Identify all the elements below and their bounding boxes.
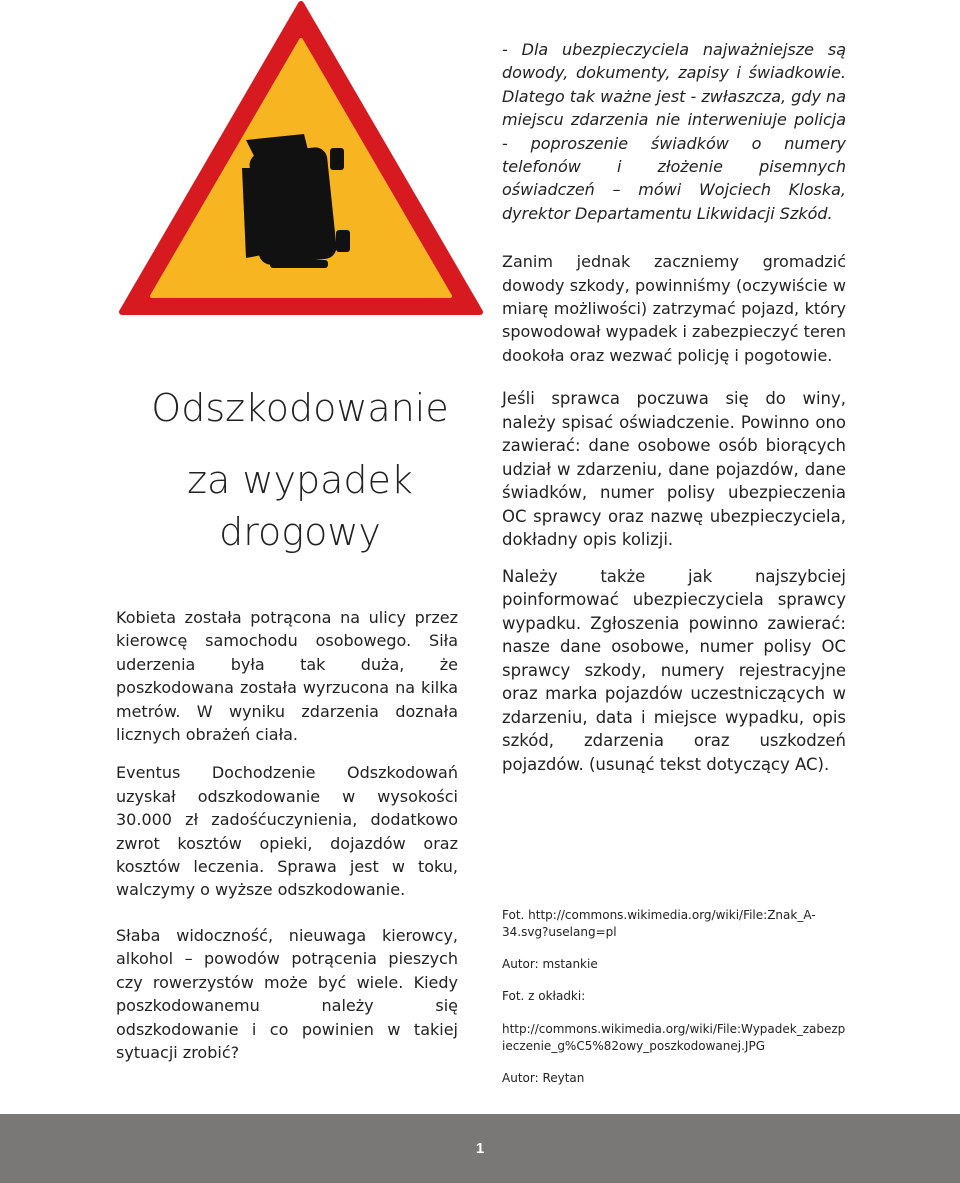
title-line-2a: za wypadek bbox=[187, 458, 413, 502]
title-line-2 bbox=[90, 454, 510, 558]
credit-photo-1: Fot. http://commons.wikimedia.org/wiki/File:Znak_A-34.svg?uselang=pl bbox=[502, 908, 816, 939]
right-paragraph-quote: - Dla ubezpieczyciela najważniejsze są dowody, dokumenty, zapisy i świadkowie. Dlatego tak ważne jest - zwłaszcza, gdy na miejscu zdarzenia nie interweniuje policja - poproszenie świadków o numery telefonów i złożenie pisemnych oświadczeń – mówi Wojciech Kloska, dyrektor Departamentu Likwidacji Szkód. bbox=[502, 40, 846, 223]
right-paragraph-3: Jeśli sprawca poczuwa się do winy, należy spisać oświadczenie. Powinno ono zawierać: dane osobowe osób biorących udział w zdarzeniu, dane pojazdów, dane świadków, numer polisy ubezpieczenia OC sprawcy oraz nazwę ubezpieczyciela, dokładny opis kolizji. bbox=[502, 389, 846, 550]
left-column bbox=[116, 606, 458, 1079]
credit-author-1: Autor: mstankie bbox=[502, 957, 598, 971]
page-number: 1 bbox=[475, 1140, 485, 1157]
credit-author-2: Autor: Reytan bbox=[502, 1071, 585, 1085]
page-footer bbox=[0, 1114, 960, 1183]
right-column bbox=[502, 38, 846, 791]
left-paragraph-2: Eventus Dochodzenie Odszkodowań uzyskał odszkodowanie w wysokości 30.000 zł zadośćuczynienia, dodatkowo zwrot kosztów opieki, dojazdów oraz kosztów leczenia. Sprawa jest w toku, walczymy o wyższe odszkodowanie. bbox=[116, 763, 458, 900]
title-line-2b: drogowy bbox=[219, 510, 381, 554]
right-paragraph-2: Zanim jednak zaczniemy gromadzić dowody szkody, powinniśmy (oczywiście w miarę możliwości) zatrzymać pojazd, który spowodował wypadek i zabezpieczyć teren dookoła oraz wezwać policję i pogotowie. bbox=[502, 252, 846, 365]
title-line-1: Odszkodowanie bbox=[151, 386, 449, 430]
photo-credits bbox=[502, 907, 847, 1102]
left-paragraph-1: Kobieta została potrącona na ulicy przez kierowcę samochodu osobowego. Siła uderzenia była tak duża, że poszkodowana została wyrzucona na kilka metrów. W wyniku zdarzenia doznała licznych obrażeń ciała. bbox=[116, 608, 458, 745]
credit-photo-2-url: http://commons.wikimedia.org/wiki/File:Wypadek_zabezpieczenie_g%C5%82owy_poszkodowanej.JPG bbox=[502, 1022, 846, 1053]
left-paragraph-3: Słaba widoczność, nieuwaga kierowcy, alkohol – powodów potrącenia pieszych czy rowerzystów może być wiele. Kiedy poszkodowanemu należy się odszkodowanie i co powinien w takiej sytuacji zrobić? bbox=[116, 925, 458, 1062]
credit-photo-2-label: Fot. z okładki: bbox=[502, 989, 586, 1003]
right-paragraph-4: Należy także jak najszybciej poinformować ubezpieczyciela sprawcy wypadku. Zgłoszenia powinno zawierać: nasze dane osobowe, numer polisy OC sprawcy szkody, numery rejestracyjne oraz marka pojazdów uczestniczących w zdarzeniu, data i miejsce wypadku, opis szkód, zdarzenia oraz uszkodzeń pojazdów. (usunąć tekst dotyczący AC). bbox=[502, 566, 846, 774]
car-accident-warning-sign-icon bbox=[118, 0, 484, 316]
